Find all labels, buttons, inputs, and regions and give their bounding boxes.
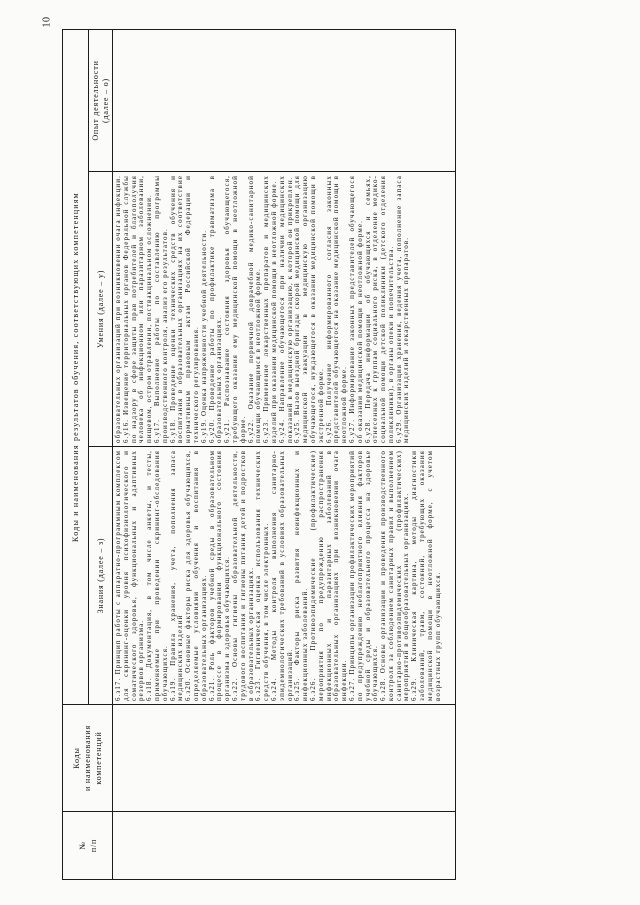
knowledge-item: 6.з22. Основы гигиены образовательной деятельности, трудового воспитания и гигиены питания детей и подростков в образовательных организациях. bbox=[230, 450, 255, 701]
competencies-table bbox=[62, 29, 456, 880]
skill-item: образовательных организаций при возникновении очага инфекции. bbox=[114, 175, 122, 443]
knowledge-item: 6.з21. Роль факторов учебной среды в образовательном процессе в формировании функционального состояния организма и здоровья обучающихся. bbox=[207, 450, 232, 701]
header-competency-codes: Коды и наименования компетенций bbox=[63, 705, 113, 812]
skill-item: 6.у18. Проведение оценки технических средств обучения и воспитания в образовательных организациях на их соответствие нормативным правовым актам Российской Федерации и технического регулирования. bbox=[168, 175, 200, 443]
skill-item: 6.у24. Направление обучающегося при наличии медицинских показаний в медицинскую организацию, к которой он прикреплен. bbox=[277, 175, 294, 443]
knowledge-item: 6.з29. Клиническая картина, методы диагностики заболеваний, травм, состояний, требующих оказания медицинской помощи в неотложной форме, с учетом возрастных групп обучающихся. bbox=[410, 450, 442, 701]
skill-item: 6.у22. Оказание первичной доврачебной медико-санитарной помощи обучающимся в неотложной форме. bbox=[246, 175, 263, 443]
cell-num bbox=[113, 812, 456, 880]
knowledge-item: 6.з19. Правила хранения, учета, пополнения запаса медицинских изделий bbox=[168, 450, 185, 701]
header-skills: Умения (далее – у) bbox=[89, 172, 113, 447]
skill-item: 6.у21. Распознавание состояния здоровья обучающегося, требующего оказания ему медицинской помощи в неотложной форме. bbox=[223, 175, 247, 443]
knowledge-item: 6.з20. Основные факторы риска для здоровья обучающихся, определяемые условиями обучения и воспитания в образовательных организациях. bbox=[184, 450, 208, 701]
header-learning-results: Коды и наименования результатов обучения, соответствующих компетенциям bbox=[63, 30, 89, 705]
knowledge-item: 6.з27. Принципы организации профилактических мероприятий по предупреждению неблагоприятного влияния факторов учебной среды и образовательного процесса на здоровье обучающихся. bbox=[347, 450, 380, 701]
cell-knowledge bbox=[113, 447, 456, 705]
knowledge-item: 6.з24. Методы контроля выполнения санитарно-эпидемиологических требований в условиях образовательных организаций. bbox=[269, 450, 294, 701]
page-number: 10 bbox=[41, 16, 53, 28]
skill-item: 6.у23. Применение лекарственных препаратов и медицинских изделий при оказании медицинской помощи в неотложной форме. bbox=[262, 175, 278, 443]
cell-skills bbox=[113, 172, 456, 447]
cell-competency-codes bbox=[113, 705, 456, 812]
header-knowledge: Знания (далее – з) bbox=[89, 447, 113, 705]
skill-item: 6.у28. Передача информации об обучающихся и семьях, отнесенных к группам социального риска, в отделение медико-социальной помощи детской поликлиники (детского отделения поликлиники), в органы опеки и попечительства. bbox=[363, 175, 395, 443]
knowledge-item: 6.з17. Принцип работы с аппаратно-программным комплексом для скрининг-оценки уровня психофизиологического и соматического здоровья, функциональных и адаптивных резервов организма. bbox=[114, 450, 146, 701]
knowledge-item: 6.з28. Основы организации и проведения производственного контроля за соблюдением санитарных правил и выполнением санитарно-противоэпидемических (профилактических) мероприятий в общеобразовательных организациях. bbox=[379, 450, 411, 701]
skill-item: 6.у17. Выполнение работы по составлению программы производственного контроля, анализ его результатов. bbox=[152, 175, 169, 443]
header-num: № п/п bbox=[63, 812, 113, 880]
skill-item: 6.у27. Информирование законных представителей обучающегося об оказании медицинской помощи в неотложной форме. bbox=[347, 175, 364, 443]
knowledge-item: 6.з25. Факторы риска развития неинфекционных и инфекционных заболеваний. bbox=[293, 450, 310, 701]
knowledge-item: 6.з18. Документация, в том числе анкеты, и тесты, применяемые при проведении скрининг-обследования обучающихся. bbox=[145, 450, 169, 701]
skill-item: 6.у16. Извещение территориальных органов Федеральной службы по надзору в сфере защиты прав потребителей и благополучия человека об инфекционном или паразитарном заболевании, пищевом, остром отравлении, поствакцинальном осложнении. bbox=[121, 175, 154, 443]
skill-item: 6.у26. Получение информированного согласия законных представителей обучающегося на оказание медицинской помощи в неотложной форме. bbox=[324, 175, 349, 443]
header-experience: Опыт деятельности (далее – о) bbox=[89, 30, 113, 172]
table-row bbox=[113, 30, 456, 880]
knowledge-item: 6.з26. Противоэпидемические (профилактические) мероприятия по предупреждению распространения инфекционных и паразитарных заболеваний в образовательных организациях при возникновении очага инфекции. bbox=[308, 450, 349, 701]
cell-experience bbox=[113, 30, 456, 172]
skill-item: 6.у29. Организация хранения, ведения учета, пополнение запаса медицинских изделий и лекарственных препаратов. bbox=[394, 175, 411, 443]
table-header-row bbox=[63, 30, 89, 880]
skill-item: 6.у25. Вызов выездной бригады скорой медицинской помощи для медицинской эвакуации в медицинскую организацию обучающегося, нуждающегося в оказании медицинской помощи в экстренной форме. bbox=[293, 175, 325, 443]
rotated-table-wrapper bbox=[62, 30, 456, 880]
skill-item: 6.у19. Оценка напряженности учебной деятельности. bbox=[199, 229, 208, 443]
skill-item: 6.у20. Проведение работы по профилактике травматизма в образовательных организациях. bbox=[207, 175, 224, 443]
knowledge-item: 6.з23. Гигиеническая оценка использования технических средств обучения, в том числе электронных. bbox=[254, 450, 271, 701]
